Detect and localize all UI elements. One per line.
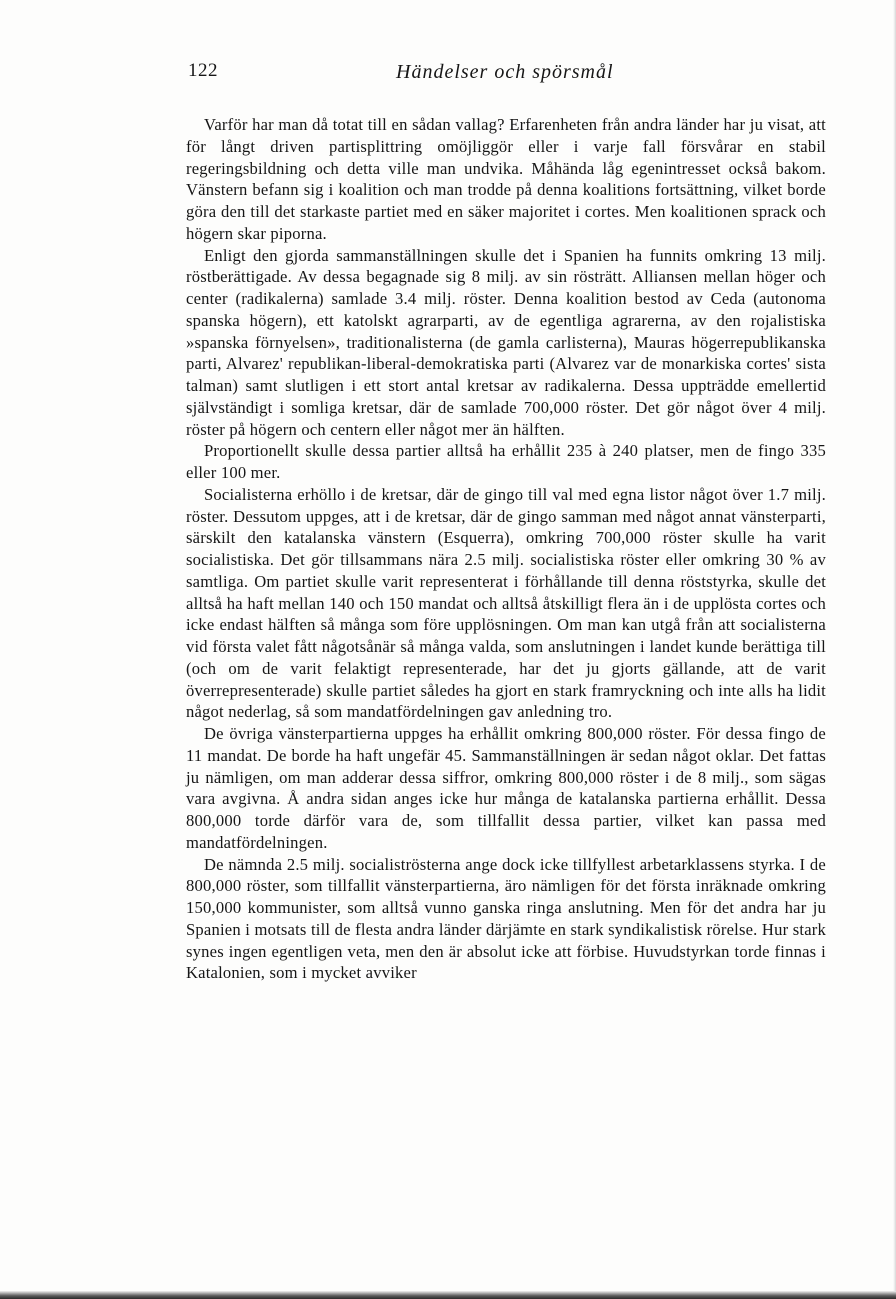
paragraph: De nämnda 2.5 milj. socialiströsterna ange dock icke tillfyllest arbetarklassens styrka. I de 800,000 röster, som tillfallit vänsterpartierna, äro nämligen för det första inräknade omkring 150,000 kommunister, som alltså vunno ganska ringa anslutning. Men för det andra har ju Spanien i motsats till de flesta andra länder därjämte en stark syndikalistisk rörelse. Hur stark synes ingen egentligen veta, men den är absolut icke att förbise. Huvudstyrkan torde finnas i Katalonien, som i mycket avviker <box>186 854 826 983</box>
running-title: Händelser och spörsmål <box>396 61 614 83</box>
paragraph: Proportionellt skulle dessa partier alltså ha erhållit 235 à 240 platser, men de fingo 335 eller 100 mer. <box>186 441 826 482</box>
page-number: 122 <box>188 60 218 81</box>
paragraph: De övriga vänsterpartierna uppges ha erhållit omkring 800,000 röster. För dessa fingo de 11 mandat. De borde ha haft ungefär 45. Sammanställningen är sedan något oklar. Det fattas ju nämligen, om man adderar dessa siffror, omkring 800,000 röster i de 8 milj., som sägas vara avgivna. Å andra sidan anges icke hur många de katalanska partierna erhållit. Dessa 800,000 torde därför vara de, som tillfallit dessa partier, vilket kan passa med mandatfördelningen. <box>186 724 826 852</box>
body-text <box>186 114 826 984</box>
paragraph: Varför har man då totat till en sådan vallag? Erfarenheten från andra länder har ju visat, att för långt driven partisplittring omöjliggör eller i varje fall försvårar en stabil regeringsbildning och detta ville man undvika. Måhända låg egenintresset också bakom. Vänstern befann sig i koalition och man trodde på denna koalitions fortsättning, vilket borde göra den till det starkaste partiet med en säker majoritet i cortes. Men koalitionen sprack och högern skar piporna. <box>186 115 826 243</box>
paragraph: Socialisterna erhöllo i de kretsar, där de gingo till val med egna listor något över 1.7 milj. röster. Dessutom uppges, att i de kretsar, där de gingo samman med något annat vänsterparti, särskilt den katalanska vänstern (Esquerra), omkring 700,000 röster skulle ha varit socialistiska. Det gör tillsammans nära 2.5 milj. socialistiska röster eller omkring 30 % av samtliga. Om partiet skulle varit representerat i förhållande till denna röststyrka, skulle det alltså ha haft mellan 140 och 150 mandat och alltså åtskilligt flera än i de upplösta cortes och icke endast hälften så många som före upplösningen. Om man kan utgå från att socialisterna vid första valet fått någotsånär så många valda, som anslutningen i landet kunde berättiga till (och om de varit felaktigt representerade, har det ju gjorts gällande, att de varit överrepresenterade) skulle partiet således ha gjort en stark framryckning och inte alls ha lidit något nederlag, så som mandatfördelningen gav anledning tro. <box>186 484 826 722</box>
paragraph: Enligt den gjorda sammanställningen skulle det i Spanien ha funnits omkring 13 milj. röstberättigade. Av dessa begagnade sig 8 milj. av sin rösträtt. Alliansen mellan höger och center (radikalerna) samlade 3.4 milj. röster. Denna koalition bestod av Ceda (autonoma spanska högern), ett katolskt agrarparti, av de egentliga agrarerna, av den rojalistiska »spanska förnyelsen», traditionalisterna (de gamla carlisterna), Mauras högerrepublikanska parti, Alvarez' republikan-liberal-demokratiska parti (Alvarez var de monarkiska cortes' sista talman) samt slutligen i ett stort antal kretsar av radikalerna. Dessa uppträdde emellertid självständigt i somliga kretsar, där de samlade 700,000 röster. Det gör något över 4 milj. röster på högern och centern eller något mer än hälften. <box>186 245 826 439</box>
scan-edge-bottom <box>0 1291 896 1299</box>
page-header <box>188 60 828 90</box>
